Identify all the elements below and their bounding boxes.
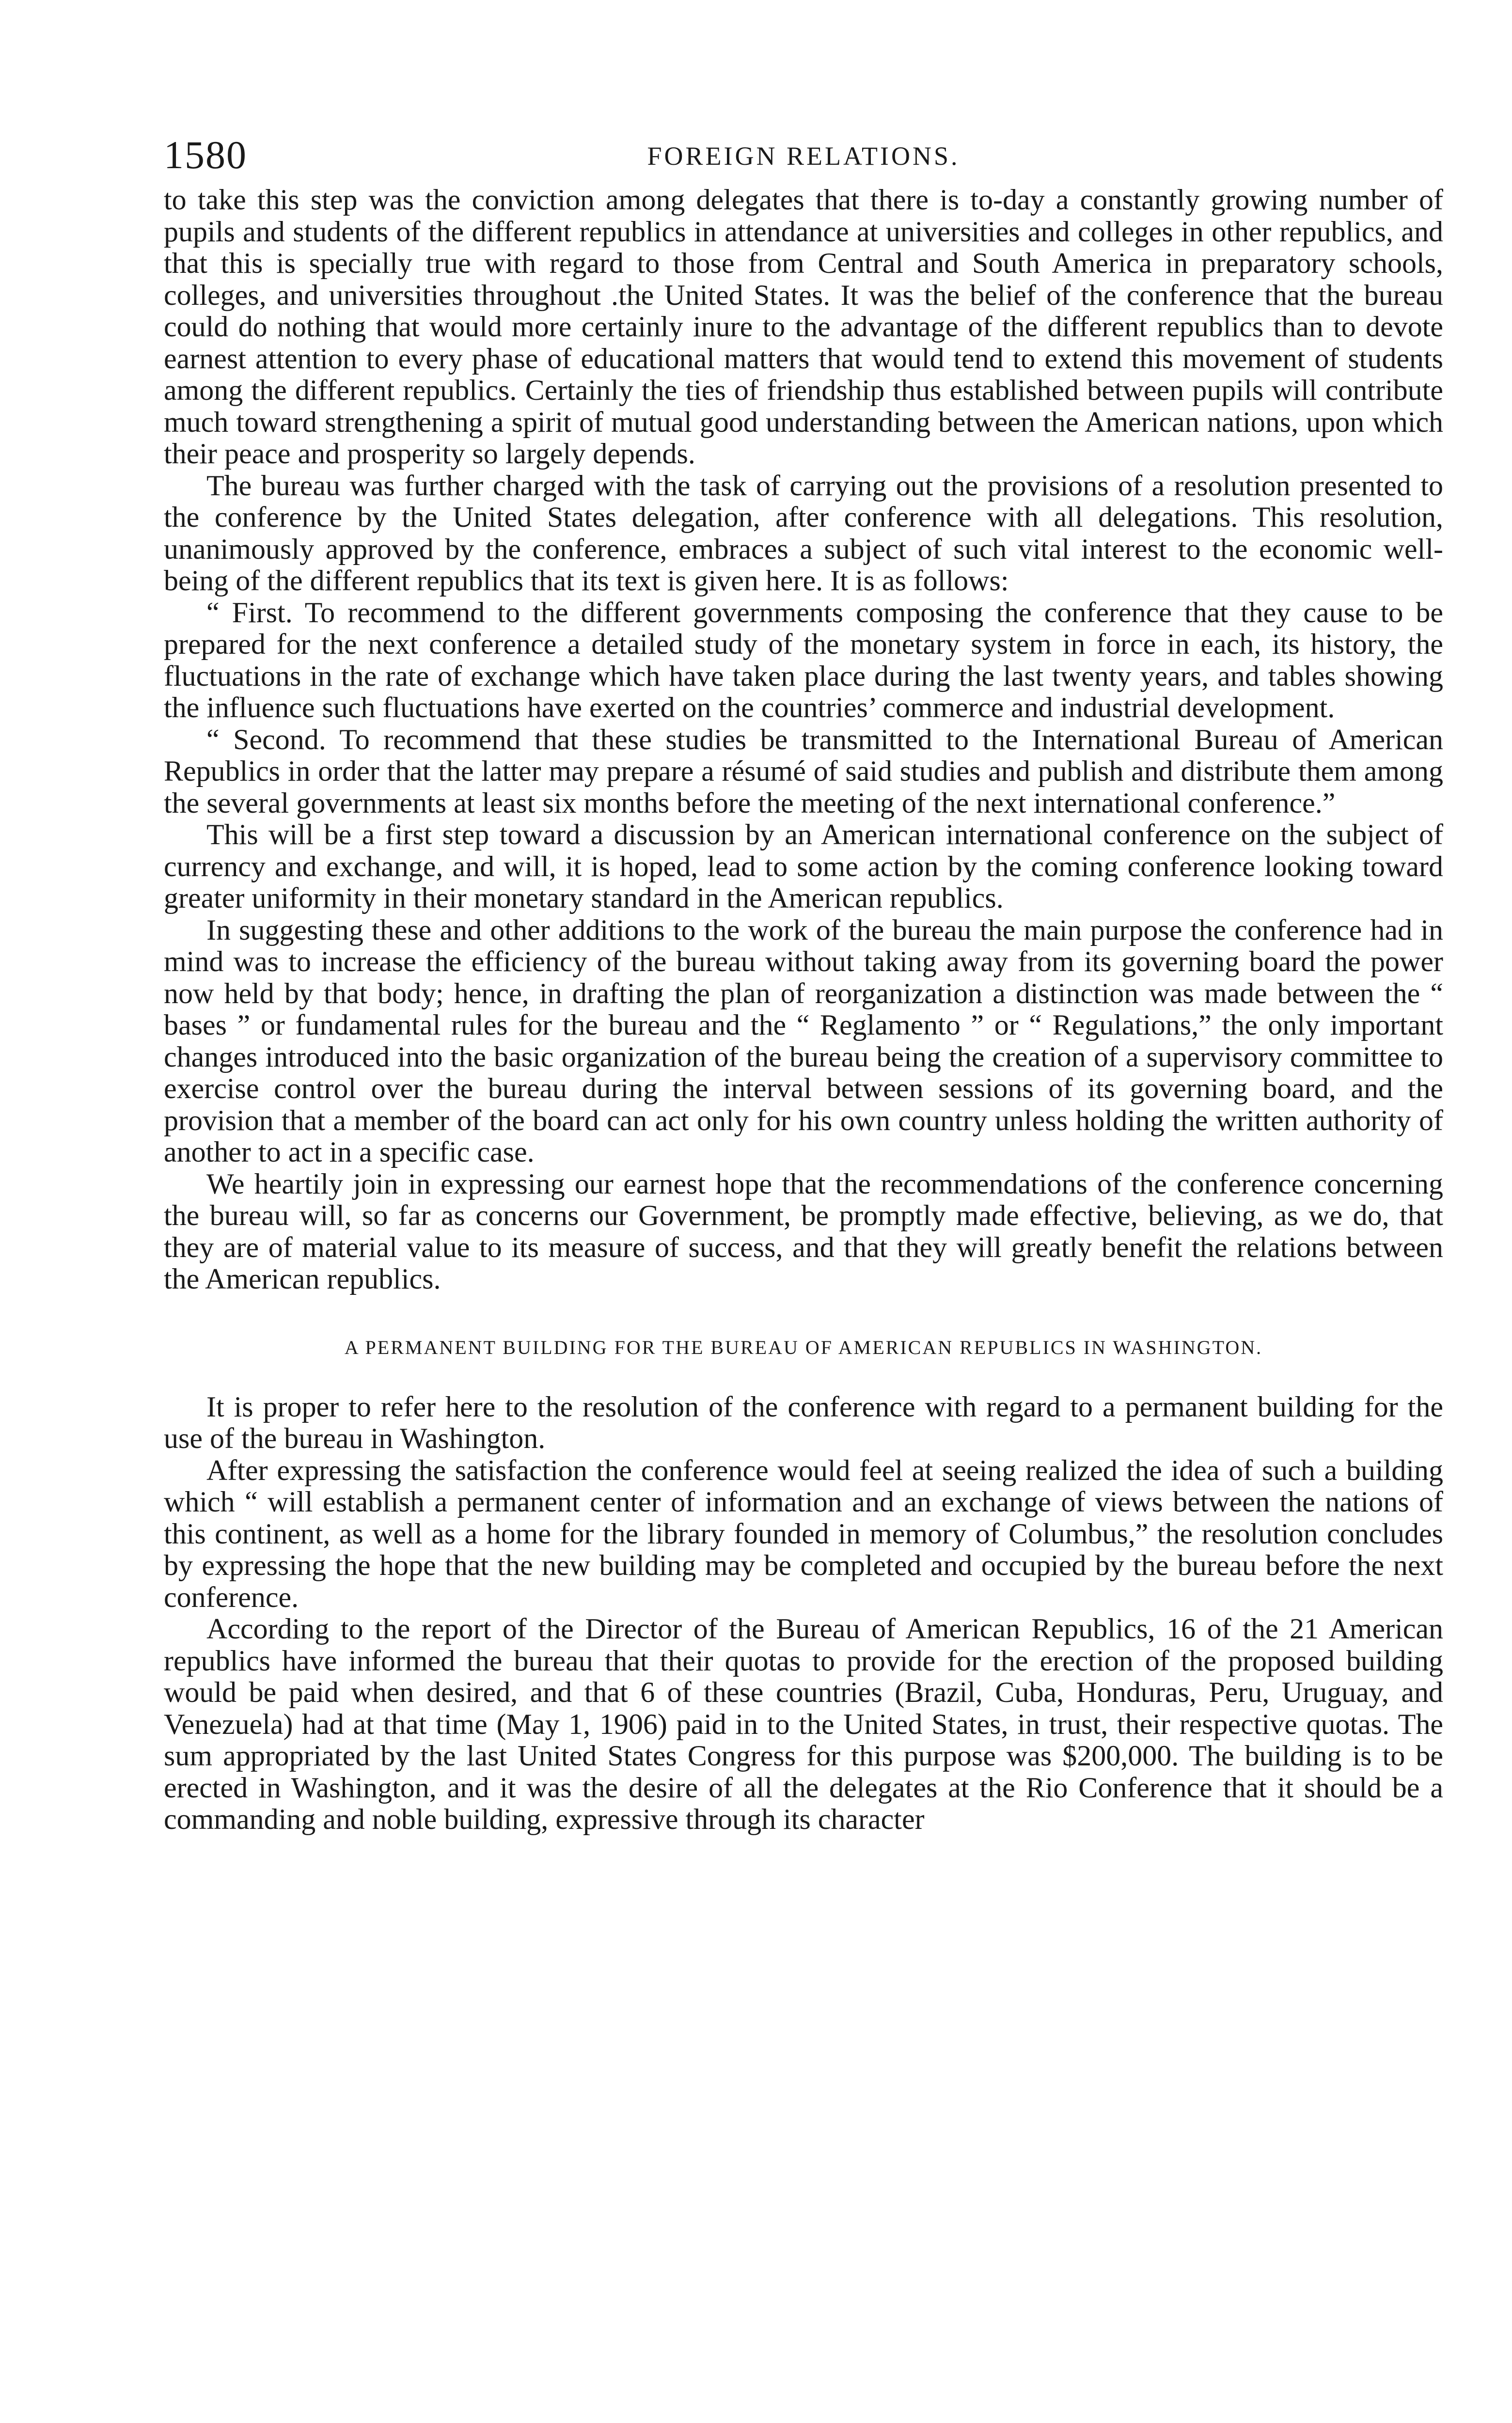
book-page [164, 131, 1443, 1836]
paragraph: After expressing the satisfaction the conference would feel at seeing realized the idea of such a building which “ will establish a permanent center of information and an exchange of views between the nations of this continent, as well as a home for the library founded in memory of Columbus,” the resolution concludes by expressing the hope that the new building may be completed and occupied by the bureau before the next conference. [164, 1454, 1443, 1613]
quoted-resolution-second: “ Second. To recommend that these studies be transmitted to the International Bureau of American Republics in order that the latter may prepare a résumé of said studies and publish and distribute them among the several governments at least six months before the meeting of the next international conference.” [164, 723, 1443, 819]
running-title: FOREIGN RELATIONS. [647, 142, 960, 171]
page-number: 1580 [164, 133, 247, 177]
paragraph: In suggesting these and other additions to the work of the bureau the main purpose the conference had in mind was to increase the efficiency of the bureau without taking away from its governing board the power now held by that body; hence, in drafting the plan of reorganization a distinction was made between the “ bases ” or fundamental rules for the bureau and the “ Reglamento ” or “ Regulations,” the only important changes introduced into the basic organization of the bureau being the creation of a supervisory committee to exercise control over the bureau during the interval between sessions of its governing board, and the provision that a member of the board can act only for his own country unless holding the written authority of another to act in a specific case. [164, 913, 1443, 1168]
paragraph: This will be a first step toward a discussion by an American international conference on the subject of currency and exchange, and will, it is hoped, lead to some action by the coming conference looking toward greater uniformity in their monetary standard in the American republics. [164, 818, 1443, 914]
paragraph: It is proper to refer here to the resolution of the conference with regard to a permanent building for the use of the bureau in Washington. [164, 1390, 1443, 1454]
paragraph: to take this step was the conviction among delegates that there is to-day a constantly growing number of pupils and students of the different republics in attendance at universities and colleges in other republics, and that this is specially true with regard to those from Central and South America in preparatory schools, colleges, and universities throughout .the United States. It was the belief of the conference that the bureau could do nothing that would more certainly inure to the advantage of the different republics than to devote earnest attention to every phase of educational matters that would tend to extend this movement of students among the different republics. Certainly the ties of friendship thus established between pupils will contribute much toward strengthening a spirit of mutual good understanding between the American nations, upon which their peace and prosperity so largely depends. [164, 184, 1443, 470]
quoted-resolution-first: “ First. To recommend to the different governments composing the conference that they cause to be prepared for the next conference a detailed study of the monetary system in force in each, its history, the fluctuations in the rate of exchange which have taken place during the last twenty years, and tables showing the influence such fluctuations have exerted on the countries’ commerce and industrial development. [164, 596, 1443, 724]
paragraph: According to the report of the Director of the Bureau of American Republics, 16 of the 21 American republics have informed the bureau that their quotas to provide for the erection of the proposed building would be paid when desired, and that 6 of these countries (Brazil, Cuba, Honduras, Peru, Uruguay, and Venezuela) had at that time (May 1, 1906) paid in to the United States, in trust, their respective quotas. The sum appropriated by the last United States Congress for this purpose was $200,000. The building is to be erected in Washington, and it was the desire of all the delegates at the Rio Conference that it should be a commanding and noble building, expressive through its character [164, 1613, 1443, 1835]
paragraph: We heartily join in expressing our earnest hope that the recommendations of the conference concerning the bureau will, so far as concerns our Government, be promptly made effective, believing, as we do, that they are of material value to its measure of success, and that they will greatly benefit the relations between the American republics. [164, 1167, 1443, 1295]
section-heading: A PERMANENT BUILDING FOR THE BUREAU OF AMERICAN REPUBLICS IN WASHINGTON. [344, 1336, 1263, 1358]
running-head [164, 131, 1443, 184]
paragraph: The bureau was further charged with the task of carrying out the provisions of a resolution presented to the conference by the United States delegation, after conference with all delegations. This resolution, unanimously approved by the conference, embraces a subject of such vital interest to the economic well-being of the different republics that its text is given here. It is as follows: [164, 469, 1443, 597]
